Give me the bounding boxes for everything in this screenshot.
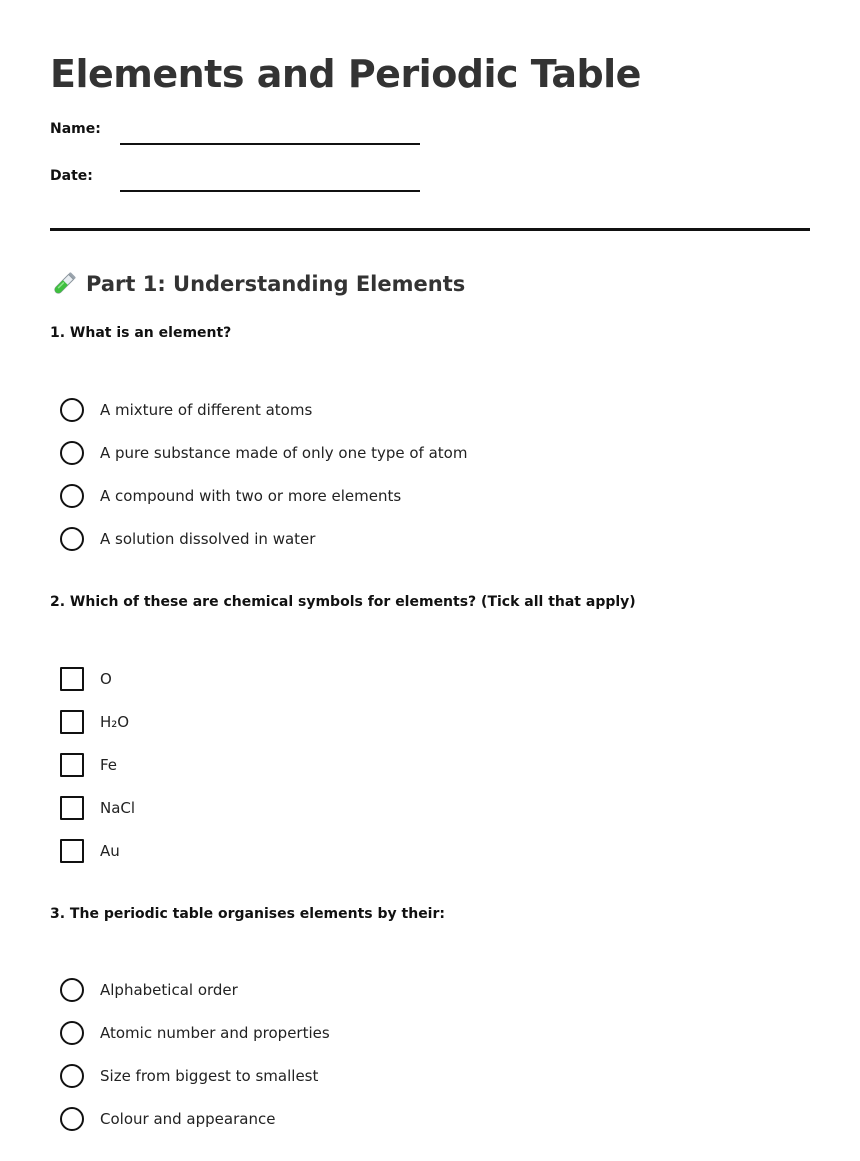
option-label: Au xyxy=(100,841,120,860)
worksheet-page xyxy=(0,0,860,300)
option-checkbox[interactable] xyxy=(50,786,636,829)
option-label: Atomic number and properties xyxy=(100,1023,330,1042)
option-radio[interactable] xyxy=(50,388,467,431)
option-radio[interactable] xyxy=(50,474,467,517)
option-label: Size from biggest to smallest xyxy=(100,1066,319,1085)
option-radio[interactable] xyxy=(50,968,445,1011)
option-radio[interactable] xyxy=(50,1097,445,1140)
page-title: Elements and Periodic Table xyxy=(50,52,641,96)
options-list xyxy=(50,968,445,1140)
radio-button[interactable] xyxy=(60,1107,84,1131)
name-label: Name: xyxy=(50,121,101,137)
option-label: NaCl xyxy=(100,798,136,817)
option-label: A solution dissolved in water xyxy=(100,529,316,548)
section-title: Part 1: Understanding Elements xyxy=(86,272,466,296)
question-3 xyxy=(50,905,445,1140)
question-text: 2. Which of these are chemical symbols for elements? (Tick all that apply) xyxy=(50,594,636,610)
option-radio[interactable] xyxy=(50,431,467,474)
radio-button[interactable] xyxy=(60,527,84,551)
option-label: A compound with two or more elements xyxy=(100,486,402,505)
checkbox[interactable] xyxy=(60,710,84,734)
checkbox[interactable] xyxy=(60,753,84,777)
radio-button[interactable] xyxy=(60,398,84,422)
radio-button[interactable] xyxy=(60,441,84,465)
test-tube-icon xyxy=(50,270,78,298)
section-heading xyxy=(50,268,810,300)
option-label: H₂O xyxy=(100,712,130,731)
option-label: Fe xyxy=(100,755,118,774)
question-1 xyxy=(50,324,467,560)
name-field-row xyxy=(50,120,810,144)
checkbox[interactable] xyxy=(60,839,84,863)
options-list xyxy=(50,388,467,560)
radio-button[interactable] xyxy=(60,484,84,508)
question-2 xyxy=(50,593,636,872)
option-label: A pure substance made of only one type of atom xyxy=(100,443,468,462)
option-radio[interactable] xyxy=(50,1011,445,1054)
radio-button[interactable] xyxy=(60,1064,84,1088)
option-radio[interactable] xyxy=(50,517,467,560)
option-radio[interactable] xyxy=(50,1054,445,1097)
checkbox[interactable] xyxy=(60,796,84,820)
header-divider xyxy=(50,228,810,231)
option-label: Alphabetical order xyxy=(100,980,238,999)
date-field-row xyxy=(50,167,810,191)
question-text: 1. What is an element? xyxy=(50,325,232,341)
question-text: 3. The periodic table organises elements by their: xyxy=(50,906,445,922)
option-checkbox[interactable] xyxy=(50,829,636,872)
radio-button[interactable] xyxy=(60,978,84,1002)
option-label: Colour and appearance xyxy=(100,1109,276,1128)
option-checkbox[interactable] xyxy=(50,657,636,700)
option-label: A mixture of different atoms xyxy=(100,400,313,419)
name-input-line[interactable] xyxy=(120,143,420,145)
date-input-line[interactable] xyxy=(120,190,420,192)
radio-button[interactable] xyxy=(60,1021,84,1045)
checkbox[interactable] xyxy=(60,667,84,691)
option-checkbox[interactable] xyxy=(50,743,636,786)
date-label: Date: xyxy=(50,168,93,184)
options-list xyxy=(50,657,636,872)
option-label: O xyxy=(100,669,112,688)
option-checkbox[interactable] xyxy=(50,700,636,743)
